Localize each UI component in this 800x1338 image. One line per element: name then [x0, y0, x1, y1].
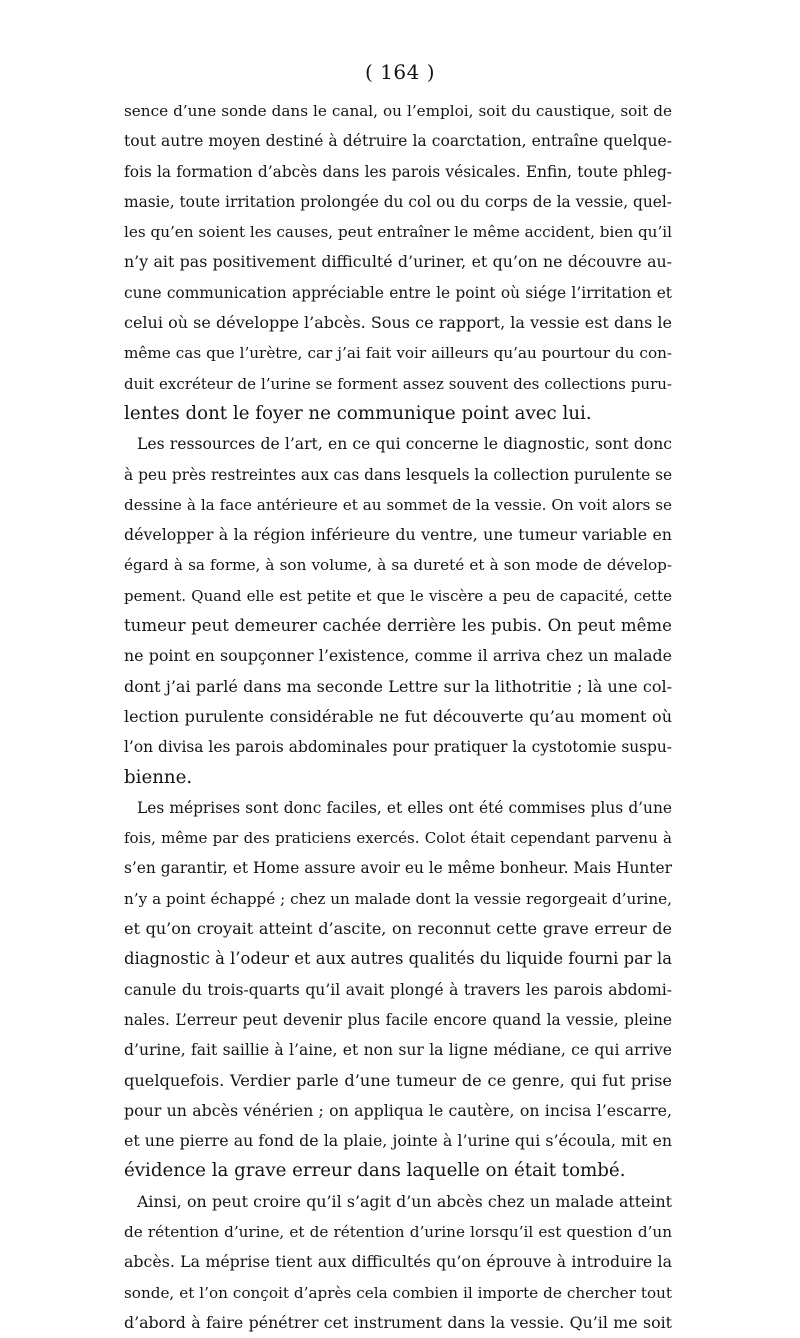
text-line: celui où se développe l’abcès. Sous ce rapport, la vessie est dans le — [124, 313, 672, 333]
text-line: et qu’on croyait atteint d’ascite, on reconnut cette grave erreur de — [124, 919, 672, 939]
text-line: canule du trois-quarts qu’il avait plongé à travers les parois abdomi- — [124, 980, 672, 999]
text-line: abcès. La méprise tient aux difficultés qu’on éprouve à introduire la — [124, 1252, 672, 1272]
text-line: dont j’ai parlé dans ma seconde Lettre sur la lithotritie ; là une col- — [124, 676, 672, 696]
text-line: s’en garantir, et Home assure avoir eu le même bonheur. Mais Hunter — [124, 859, 672, 878]
text-line: même cas que l’urètre, car j’ai fait voir ailleurs qu’au pourtour du con- — [124, 344, 672, 363]
text-line: fois la formation d’abcès dans les parois vésicales. Enfin, toute phleg- — [124, 162, 672, 181]
paragraph — [124, 1187, 672, 1338]
text-line: les qu’en soient les causes, peut entraîner le même accident, bien qu’il — [124, 223, 672, 242]
page-number: ( 164 ) — [365, 60, 435, 84]
text-line: Les méprises sont donc faciles, et elles ont été commises plus d’une — [137, 798, 672, 817]
text-line: et une pierre au fond de la plaie, jointe à l’urine qui s’écoula, mit en — [124, 1131, 672, 1151]
text-line: n’y ait pas positivement difficulté d’uriner, et qu’on ne découvre au- — [124, 252, 672, 272]
text-line: bienne. — [124, 766, 193, 788]
text-line: sence d’une sonde dans le canal, ou l’emploi, soit du caustique, soit de — [124, 102, 672, 120]
text-line: développer à la région inférieure du ventre, une tumeur variable en — [124, 525, 672, 545]
text-line: à peu près restreintes aux cas dans lesquels la collection purulente se — [124, 465, 672, 484]
text-line: lentes dont le foyer ne communique point avec lui. — [124, 402, 592, 424]
text-line: quelquefois. Verdier parle d’une tumeur de ce genre, qui fut prise — [124, 1070, 672, 1090]
text-line: l’on divisa les parois abdominales pour pratiquer la cystotomie suspu- — [124, 738, 672, 757]
text-line: tout autre moyen destiné à détruire la coarctation, entraîne quelque- — [124, 132, 672, 151]
text-line: égard à sa forme, à son volume, à sa dureté et à son mode de dévelop- — [124, 556, 672, 575]
text-line: duit excréteur de l’urine se forment assez souvent des collections puru- — [124, 374, 672, 393]
paragraph — [124, 96, 672, 429]
text-line: Les ressources de l’art, en ce qui concerne le diagnostic, sont donc — [137, 435, 672, 454]
text-line: d’abord à faire pénétrer cet instrument dans la vessie. Qu’il me soit — [124, 1312, 672, 1332]
text-line: diagnostic à l’odeur et aux autres qualités du liquide fourni par la — [124, 949, 672, 969]
text-line: nales. L’erreur peut devenir plus facile encore quand la vessie, pleine — [124, 1010, 672, 1029]
text-line: de rétention d’urine, et de rétention d’urine lorsqu’il est question d’un — [124, 1222, 672, 1241]
text-line: masie, toute irritation prolongée du col ou du corps de la vessie, quel- — [124, 192, 672, 211]
paragraph — [124, 793, 672, 1187]
text-line: sonde, et l’on conçoit d’après cela combien il importe de chercher tout — [124, 1283, 672, 1302]
text-line: pement. Quand elle est petite et que le viscère a peu de capacité, cette — [124, 586, 672, 605]
text-line: cune communication appréciable entre le point où siége l’irritation et — [124, 283, 672, 302]
text-line: dessine à la face antérieure et au sommet de la vessie. On voit alors se — [124, 495, 672, 514]
text-line: Ainsi, on peut croire qu’il s’agit d’un abcès chez un malade atteint — [137, 1191, 672, 1211]
text-line: n’y a point échappé ; chez un malade dont la vessie regorgeait d’urine, — [124, 889, 672, 908]
paragraph — [124, 429, 672, 793]
text-line: évidence la grave erreur dans laquelle on était tombé. — [124, 1160, 626, 1182]
text-line: tumeur peut demeurer cachée derrière les pubis. On peut même — [124, 616, 672, 636]
text-line: d’urine, fait saillie à l’aine, et non sur la ligne médiane, ce qui arrive — [124, 1041, 672, 1060]
body-text — [124, 96, 672, 1338]
text-line: fois, même par des praticiens exercés. Colot était cependant parvenu à — [124, 829, 672, 848]
text-line: lection purulente considérable ne fut découverte qu’au moment où — [124, 706, 672, 726]
text-line: ne point en soupçonner l’existence, comme il arriva chez un malade — [124, 646, 672, 666]
text-line: pour un abcès vénérien ; on appliqua le cautère, on incisa l’escarre, — [124, 1100, 672, 1120]
